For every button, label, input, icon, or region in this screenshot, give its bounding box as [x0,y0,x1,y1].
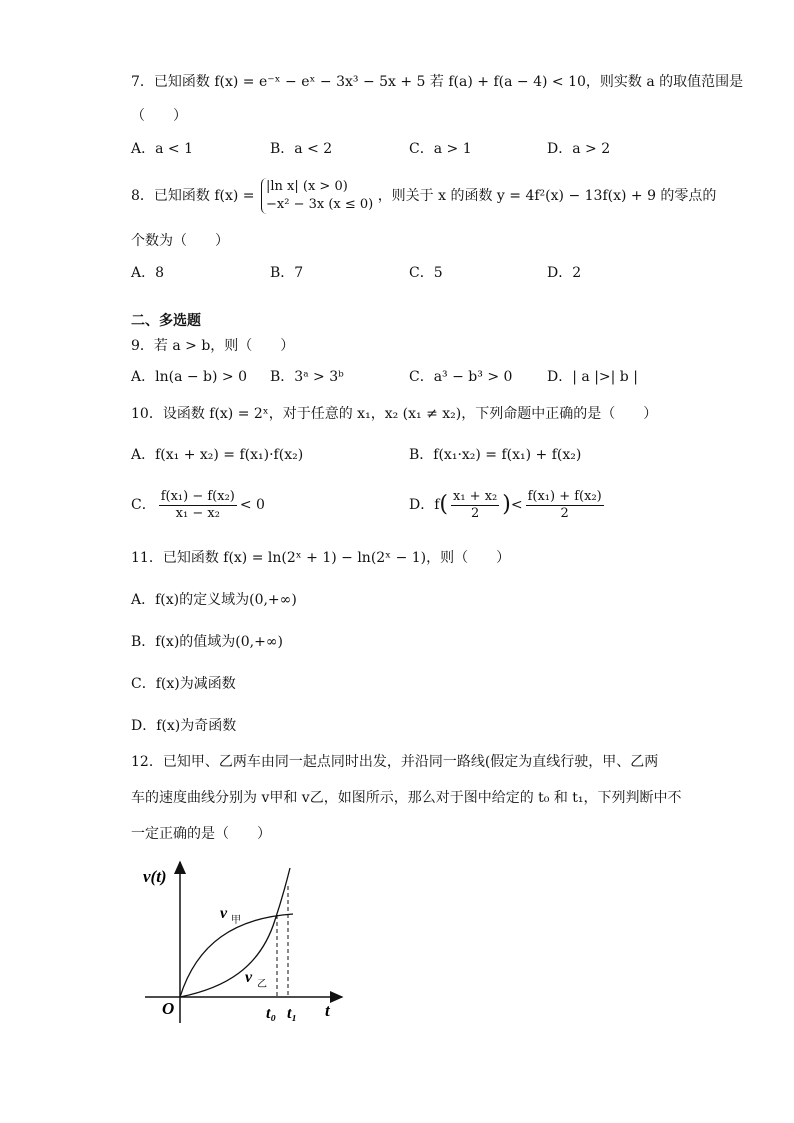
q9-option-a: A．ln(a − b) > 0 [131,369,248,385]
q11-option-d: D．f(x)为奇函数 [131,718,237,734]
q8-option-d: D．2 [547,265,582,281]
q11-stem: 11．已知函数 f(x) = ln(2ˣ + 1) − ln(2ˣ − 1)，则（ ） [131,550,511,566]
q10-option-d: D．f( $\frac{\text{x₁ + x₂}}{2}$ )< $\frac{\text{f(x₁) + f(x₂)}}{2}$ [409,488,602,521]
q8-stem [131,176,754,216]
q10-stem: 10．设函数 f(x) = 2ˣ，对于任意的 x₁，x₂ (x₁ ≠ x₂)，下列命题中正确的是（ ） [131,406,658,422]
q9-option-c: C．a³ − b³ > 0 [409,369,513,385]
q10-option-c-fraction [159,489,237,522]
v-jia-curve [180,914,293,997]
t0-label: t₀ [266,1005,277,1022]
q8-piece-2: −x² − 3x (x ≤ 0) [266,197,374,212]
v-yi-subscript: 乙 [257,979,267,990]
q12-line1: 12．已知甲、乙两车由同一起点同时出发，并沿同一路线(假定为直线行驶，甲、乙两 [131,754,659,770]
q7-option-b: B．a < 2 [270,141,333,157]
origin-label: O [162,999,175,1018]
q8-stem-line2: 个数为（ ） [131,233,229,249]
q9-option-d: D．| a |>| b | [547,369,638,385]
q7-stem: 7．已知函数 f(x) = e⁻ˣ − eˣ − 3x³ − 5x + 5 若 f(a) + f(a − 4) < 10，则实数 a 的取值范围是 [131,74,744,90]
q7-option-d: D．a > 2 [547,141,611,157]
q10-option-d-fraction-2 [526,489,604,522]
v-jia-subscript: 甲 [231,915,241,926]
q7-option-c: C．a > 1 [409,141,472,157]
q8-piecewise [261,178,373,214]
q10-option-c-numerator: f(x₁) − f(x₂) [160,488,235,504]
q7-option-a: A．a < 1 [131,141,193,157]
q8-piece-1: |ln x| (x > 0) [266,179,348,194]
y-axis-label: v(t) [143,867,167,886]
q8-stem-end: ，则关于 x 的函数 y = 4f²(x) − 13f(x) + 9 的零点的 [377,188,717,204]
q8-option-a: A．8 [131,265,165,281]
q8-option-b: B．7 [270,265,304,281]
q12-line3: 一定正确的是（ ） [131,826,271,842]
q10-option-c-label: C． [131,497,156,513]
q10-option-a: A．f(x₁ + x₂) = f(x₁)·f(x₂) [131,447,304,463]
q11-option-c: C．f(x)为减函数 [131,676,236,692]
q10-option-d-denominator-1: 2 [470,505,480,521]
q10-option-b: B．f(x₁·x₂) = f(x₁) + f(x₂) [409,447,582,463]
x-axis-label: t [325,1001,330,1020]
q8-stem-start: 8．已知函数 f(x) = [131,188,255,204]
q11-option-b: B．f(x)的值域为(0,+∞) [131,634,283,650]
q10-option-c [131,487,265,523]
q11-option-a: A．f(x)的定义域为(0,+∞) [131,592,297,608]
t1-label: t₁ [287,1005,298,1022]
v-yi-curve [180,868,290,997]
q9-stem: 9．若 a > b，则（ ） [131,338,295,354]
q10-option-d-numerator-2: f(x₁) + f(x₂) [527,488,602,504]
q10-option-d-fraction-1 [451,489,499,522]
q10-option-d-mid: < [510,497,523,513]
section-heading: 二、多选题 [131,313,201,329]
q10-option-d-denominator-2: 2 [560,505,569,521]
velocity-graph [135,858,355,1033]
q10-option-c-denominator: x₁ − x₂ [175,505,220,521]
q8-option-c: C．5 [409,265,443,281]
q10-option-d-label: D．f [409,497,440,513]
v-yi-label: v [245,969,253,986]
q12-line2: 车的速度曲线分别为 v甲和 v乙，如图所示，那么对于图中给定的 t₀ 和 t₁，下列判断中不 [131,790,682,806]
q7-paren: （ ） [131,108,187,124]
q10-option-d-numerator-1: x₁ + x₂ [453,488,498,504]
v-jia-label: v [220,905,228,922]
q10-option-c-tail: < 0 [239,497,265,513]
q9-option-b: B．3ᵃ > 3ᵇ [270,369,344,385]
